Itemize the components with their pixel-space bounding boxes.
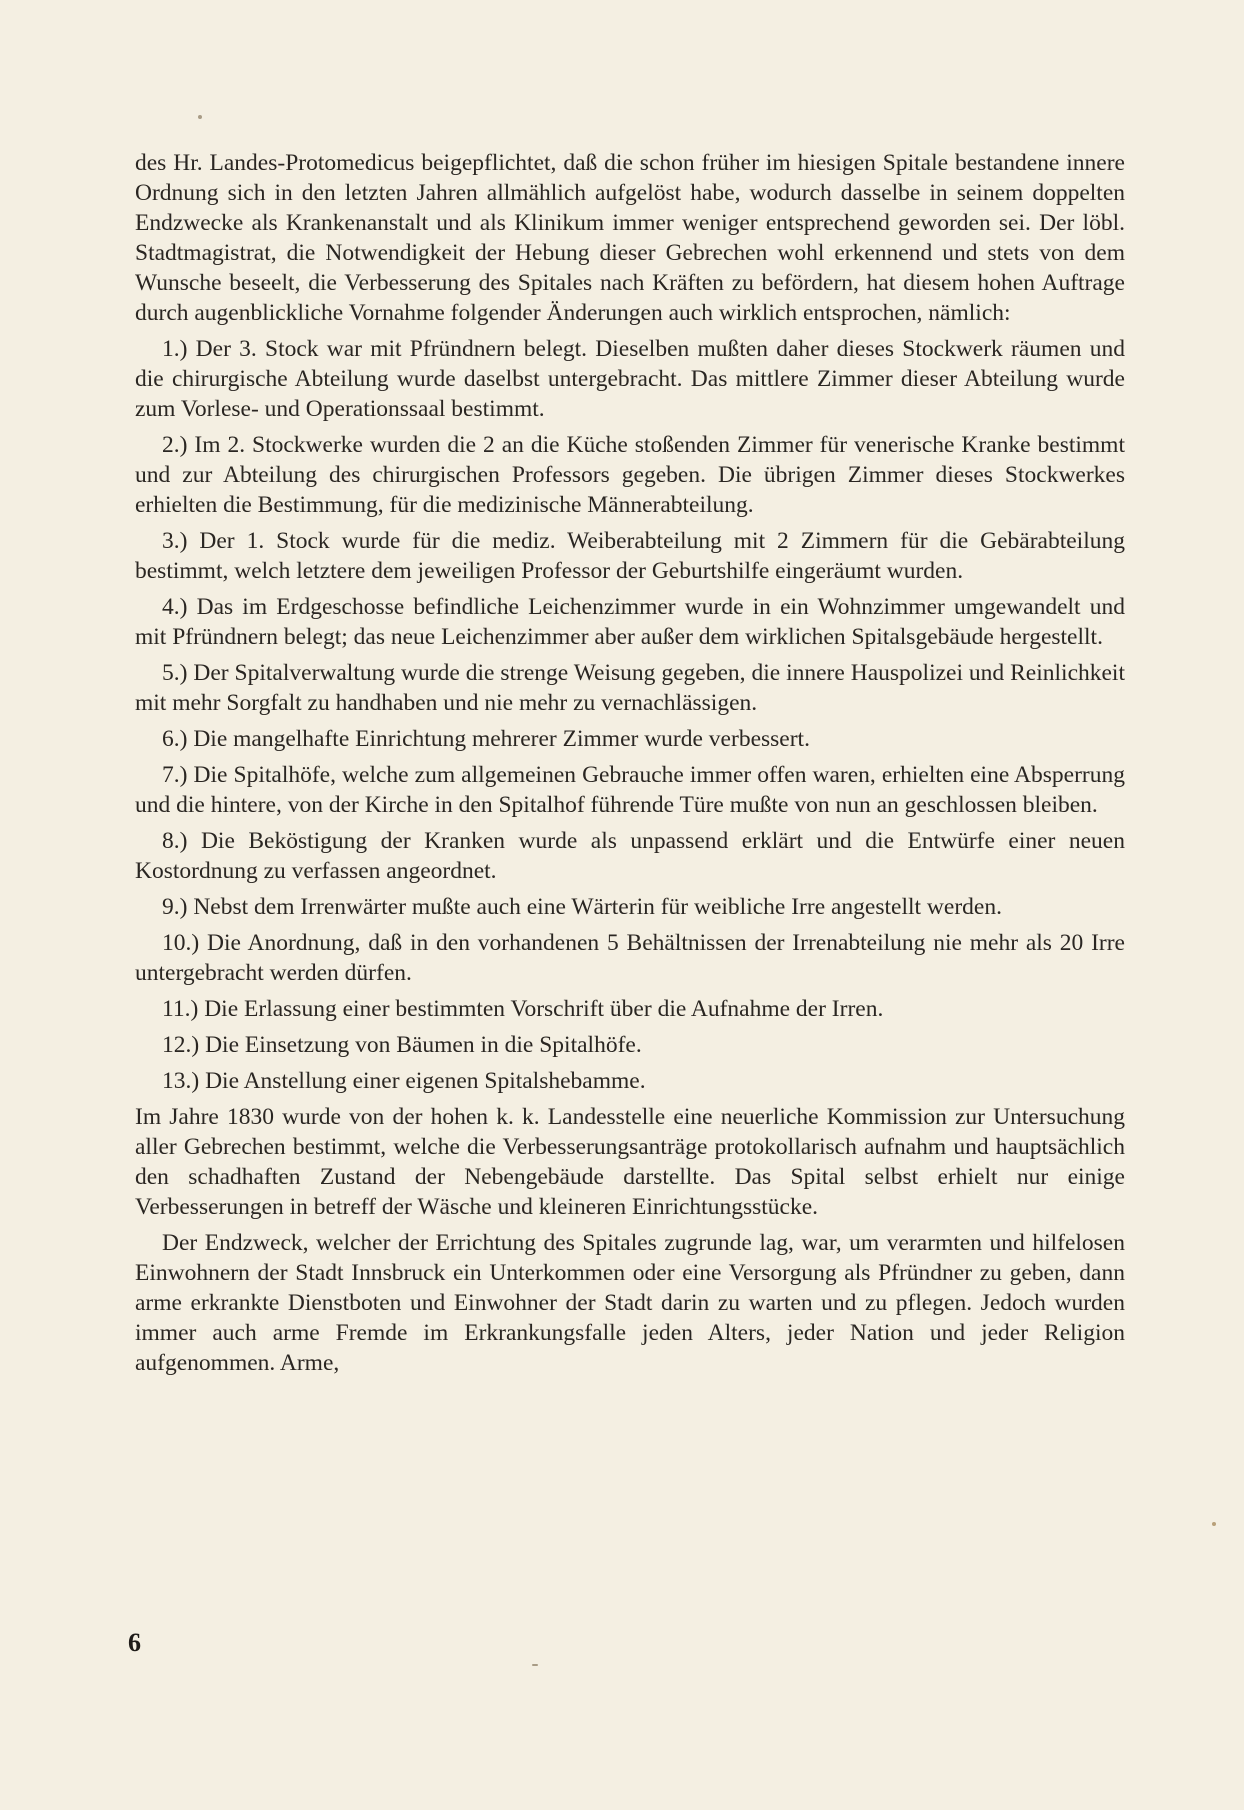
paper-speck [198, 115, 202, 119]
list-item: 5.) Der Spitalverwaltung wurde die strenge Weisung gegeben, die innere Hauspolizei und Reinlichkeit mit mehr Sorgfalt zu handhaben und nie mehr zu vernachlässigen. [135, 660, 1125, 716]
page-number: 6 [128, 1628, 141, 1657]
list-item: 8.) Die Beköstigung der Kranken wurde als unpassend erklärt und die Entwürfe einer neuen Kostordnung zu verfassen angeordnet. [135, 828, 1125, 884]
paragraph: Der Endzweck, welcher der Errichtung des Spitales zugrunde lag, war, um verarmten und hilfelosen Einwohnern der Stadt Innsbruck ein Unterkommen oder eine Versorgung als Pfründner zu geben, dann arme erkrankte Dienstboten und Einwohner der Stadt darin zu warten und zu pflegen. Jedoch wurden immer auch arme Fremde im Erkrankungsfalle jeden Alters, jeder Nation und jeder Religion aufgenommen. Arme, [135, 1230, 1125, 1376]
list-item: 4.) Das im Erdgeschosse befindliche Leichenzimmer wurde in ein Wohnzimmer umgewandelt und mit Pfründnern belegt; das neue Leichenzimmer aber außer dem wirklichen Spitalsgebäude hergestellt. [135, 594, 1125, 650]
list-item: 7.) Die Spitalhöfe, welche zum allgemeinen Gebrauche immer offen waren, erhielten eine Absperrung und die hintere, von der Kirche in den Spitalhof führende Türe mußte von nun an geschlossen bleiben. [135, 762, 1125, 818]
list-item: 2.) Im 2. Stockwerke wurden die 2 an die Küche stoßenden Zimmer für venerische Kranke bestimmt und zur Abteilung des chirurgischen Professors gegeben. Die übrigen Zimmer dieses Stockwerkes erhielten die Bestimmung, für die medizinische Männerabteilung. [135, 432, 1125, 518]
list-item: 12.) Die Einsetzung von Bäumen in die Spitalhöfe. [162, 1032, 642, 1058]
paper-speck [532, 1664, 538, 1666]
list-item: 3.) Der 1. Stock wurde für die mediz. Weiberabteilung mit 2 Zimmern für die Gebärabteilung bestimmt, welch letztere dem jeweiligen Professor der Geburtshilfe eingeräumt wurden. [135, 528, 1125, 584]
list-item: 13.) Die Anstellung einer eigenen Spitalshebamme. [162, 1068, 646, 1094]
paper-speck [1212, 1522, 1216, 1526]
list-item: 6.) Die mangelhafte Einrichtung mehrerer Zimmer wurde verbessert. [162, 726, 810, 752]
document-body [135, 148, 1125, 1384]
paragraph: des Hr. Landes-Protomedicus beigepflichtet, daß die schon früher im hiesigen Spitale bestandene innere Ordnung sich in den letzten Jahren allmählich aufgelöst habe, wodurch dasselbe in seinem doppelten Endzwecke als Krankenanstalt und als Klinikum immer weniger entsprechend geworden sei. Der löbl. Stadtmagistrat, die Notwendigkeit der Hebung dieser Gebrechen wohl erkennend und stets von dem Wunsche beseelt, die Verbesserung des Spitales nach Kräften zu befördern, hat diesem hohen Auftrage durch augenblickliche Vornahme folgender Änderungen auch wirklich entsprochen, nämlich: [135, 150, 1125, 326]
list-item: 10.) Die Anordnung, daß in den vorhandenen 5 Behältnissen der Irrenabteilung nie mehr als 20 Irre untergebracht werden dürfen. [135, 930, 1125, 986]
list-item: 1.) Der 3. Stock war mit Pfründnern belegt. Dieselben mußten daher dieses Stockwerk räumen und die chirurgische Abteilung wurde daselbst untergebracht. Das mittlere Zimmer dieser Abteilung wurde zum Vorlese- und Operationssaal bestimmt. [135, 336, 1125, 422]
list-item: 11.) Die Erlassung einer bestimmten Vorschrift über die Aufnahme der Irren. [162, 996, 884, 1022]
paragraph: Im Jahre 1830 wurde von der hohen k. k. Landesstelle eine neuerliche Kommission zur Untersuchung aller Gebrechen bestimmt, welche die Verbesserungsanträge protokollarisch aufnahm und hauptsächlich den schadhaften Zustand der Nebengebäude darstellte. Das Spital selbst erhielt nur einige Verbesserungen in betreff der Wäsche und kleineren Einrichtungsstücke. [135, 1104, 1125, 1220]
list-item: 9.) Nebst dem Irrenwärter mußte auch eine Wärterin für weibliche Irre angestellt werden. [162, 894, 1002, 920]
